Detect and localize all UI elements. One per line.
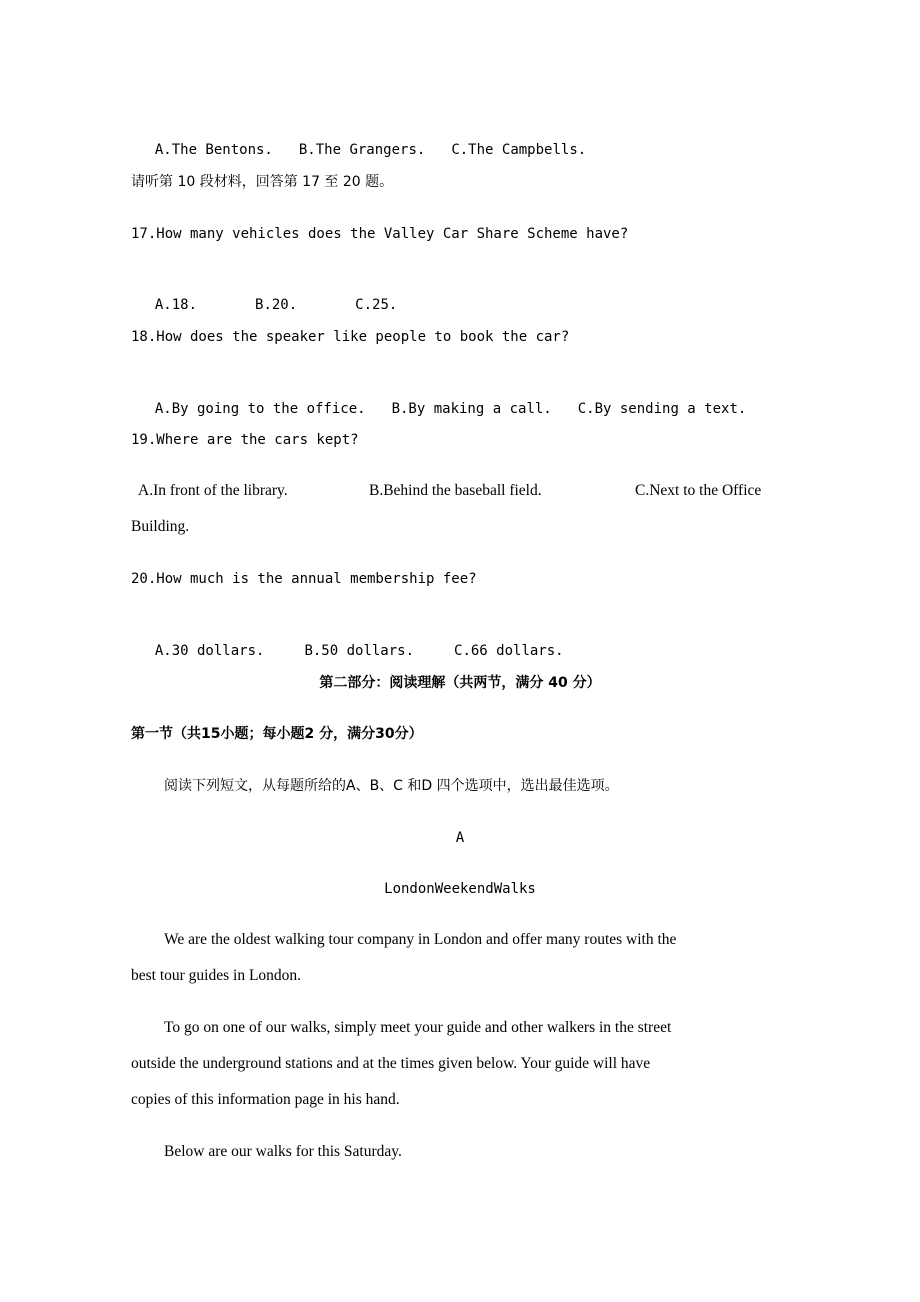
part2-title: 第二部分：阅读理解（共两节，满分 40 分）	[319, 675, 601, 691]
q17-question: 17.How many vehicles does the Valley Car Share Scheme have?	[131, 226, 629, 242]
q17-option-b: B.20.	[255, 297, 298, 313]
passage-p2-line1: To go on one of our walks, simply meet your guide and other walkers in the street	[164, 1019, 672, 1036]
q16-options	[138, 120, 586, 160]
q17-option-a: A.18.	[154, 297, 198, 313]
q16-option-a: A.The Bentons.	[154, 142, 273, 158]
q16-option-b: B.The Grangers.	[298, 142, 426, 158]
q19-option-c-continued: Building.	[131, 518, 190, 535]
q20-option-b: B.50 dollars.	[304, 643, 415, 659]
q18-option-b: B.By making a call.	[391, 401, 552, 417]
listening-instruction: 请听第 10 段材料，回答第 17 至 20 题。	[131, 174, 394, 190]
q20-options	[138, 621, 564, 661]
q19-option-c: C.Next to the Office	[635, 482, 762, 499]
q18-options	[138, 379, 746, 419]
passage-p2-line2: outside the underground stations and at the times given below. Your guide will have	[131, 1055, 651, 1072]
section1-title: 第一节（共15小题；每小题2 分，满分30分）	[131, 726, 423, 742]
passage-p3-line1: Below are our walks for this Saturday.	[164, 1143, 402, 1160]
passage-title: LondonWeekendWalks	[384, 881, 536, 897]
passage-p1-line2: best tour guides in London.	[131, 967, 302, 984]
passage-p1-line1: We are the oldest walking tour company in London and offer many routes with the	[164, 931, 677, 948]
q20-question: 20.How much is the annual membership fee?	[131, 571, 477, 587]
q17-option-c: C.25.	[355, 297, 398, 313]
q19-option-b: B.Behind the baseball field.	[369, 482, 542, 499]
q18-option-a: A.By going to the office.	[154, 401, 366, 417]
q19-option-a: A.In front of the library.	[138, 482, 288, 499]
q16-option-c: C.The Campbells.	[451, 142, 587, 158]
q18-option-c: C.By sending a text.	[577, 401, 747, 417]
q19-question: 19.Where are the cars kept?	[131, 432, 359, 448]
q18-question: 18.How does the speaker like people to book the car?	[131, 329, 570, 345]
passage-p2-line3: copies of this information page in his hand.	[131, 1091, 400, 1108]
q20-option-a: A.30 dollars.	[154, 643, 265, 659]
passage-label: A	[455, 830, 465, 846]
q17-options	[138, 275, 397, 315]
q20-option-c: C.66 dollars.	[454, 643, 564, 659]
section1-instruction: 阅读下列短文，从每题所给的A、B、C 和D 四个选项中，选出最佳选项。	[164, 778, 619, 794]
